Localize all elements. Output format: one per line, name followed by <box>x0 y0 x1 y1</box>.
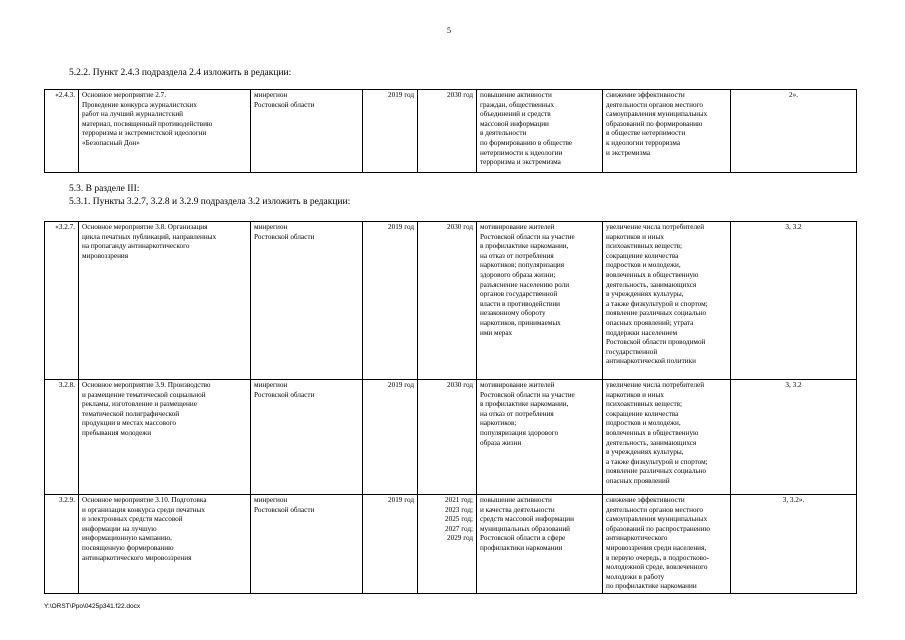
start-year: 2019 год <box>363 380 418 495</box>
end-year: 2030 год <box>418 222 477 380</box>
executor: минрегион Ростовской области <box>251 495 363 594</box>
expected-result: мотивирование жителей Ростовской области на участие в профилактике наркомании, на отказ от потребления наркотиков; популяризация здорового образа жизни <box>477 380 603 495</box>
executor: минрегион Ростовской области <box>251 380 363 495</box>
table-section-3-2 <box>44 221 857 594</box>
heading-5-3-1: 5.3.1. Пункты 3.2.7, 3.2.8 и 3.2.9 подраздела 3.2 изложить в редакции: <box>69 197 351 207</box>
page-number: 5 <box>447 26 451 35</box>
link-indicator: 3, 3.2 <box>731 222 857 380</box>
heading-5-2-2: 5.2.2. Пункт 2.4.3 подраздела 2.4 изложить в редакции: <box>69 68 292 78</box>
expected-result: повышение активности и качества деятельности средств массовой информации муниципальных образований Ростовской области в сфере профилактики наркомании <box>477 495 603 594</box>
consequence: увеличение числа потребителей наркотиков и иных психоактивных веществ; сокращение количества подростков и молодежи, вовлеченных в общественную деятельность, занимающихся в учреждениях культуры, а также физкультурой и спортом; появление различных социально опасных проявлений <box>603 380 731 495</box>
consequence: снижение эффективности деятельности органов местного самоуправления муниципальных образований по распространению антинаркотического мировоззрения среди населения, в первую очередь, в подростково- молодежной среде, вовлеченного молодежи в работу по профилактике наркомании <box>603 495 731 594</box>
table-row <box>45 495 857 594</box>
measure-title: Основное мероприятие 2.7. Проведение конкурса журналистских работ на лучший журналистский материал, посвященный противодействию терроризма и экстремистской идеологии «Безопасный Дон» <box>79 90 251 173</box>
file-path-footer: Y:\ORST\Ppo\0425p341.f22.docx <box>44 603 141 610</box>
expected-result: повышение активности граждан, общественных объединений и средств массовой информации в деятельности по формированию в обществе нетерпимости к идеологии терроризма и экстремизма <box>477 90 603 173</box>
link-indicator: 3, 3.2». <box>731 495 857 594</box>
link-indicator: 3, 3.2 <box>731 380 857 495</box>
row-number: 3.2.9. <box>45 495 79 594</box>
consequence: снижение эффективности деятельности органов местного самоуправления муниципальных образований по формированию в обществе нетерпимости к идеологии терроризма и экстремизма <box>603 90 731 173</box>
end-year: 2030 год <box>418 380 477 495</box>
measure-title: Основное мероприятие 3.8. Организация цикла печатных публикаций, направленных на пропаганду антинаркотического мировоззрения <box>79 222 251 380</box>
start-year: 2019 год <box>363 495 418 594</box>
start-year: 2019 год <box>363 90 418 173</box>
link-indicator: 2». <box>731 90 857 173</box>
consequence: увеличение числа потребителей наркотиков и иных психоактивных веществ; сокращение количества подростков и молодежи, вовлеченных в общественную деятельность, занимающихся в учреждениях культуры, а также физкультурой и спортом; появление различных социально опасных проявлений; утрата поддержки населением Ростовской области проводимой государственной антинаркотической политики <box>603 222 731 380</box>
table-row <box>45 222 857 380</box>
table-row <box>45 380 857 495</box>
row-number: «2.4.3. <box>45 90 79 173</box>
executor: минрегион Ростовской области <box>251 90 363 173</box>
row-number: «3.2.7. <box>45 222 79 380</box>
start-year: 2019 год <box>363 222 418 380</box>
row-number: 3.2.8. <box>45 380 79 495</box>
end-year: 2021 год; 2023 год; 2025 год; 2027 год; 2029 год <box>418 495 477 594</box>
table-row <box>45 90 857 173</box>
table-section-2-4 <box>44 89 857 173</box>
executor: минрегион Ростовской области <box>251 222 363 380</box>
heading-5-3: 5.3. В разделе III: <box>69 184 140 194</box>
measure-title: Основное мероприятие 3.10. Подготовка и организация конкурса среди печатных и электронных средств массовой информации на лучшую информационную кампанию, посвященную формированию антинаркотического мировоззрения <box>79 495 251 594</box>
expected-result: мотивирование жителей Ростовской области на участие в профилактике наркомании, на отказ от потребления наркотиков; популяризация здорового образа жизни; разъяснение населению роли органов государственной власти в противодействии незаконному обороту наркотиков, принимаемых ими мерах <box>477 222 603 380</box>
measure-title: Основное мероприятие 3.9. Производство и размещение тематической социальной рекламы, изготовление и размещение тематической полиграфической продукции в местах массового пребывания молодежи <box>79 380 251 495</box>
end-year: 2030 год <box>418 90 477 173</box>
